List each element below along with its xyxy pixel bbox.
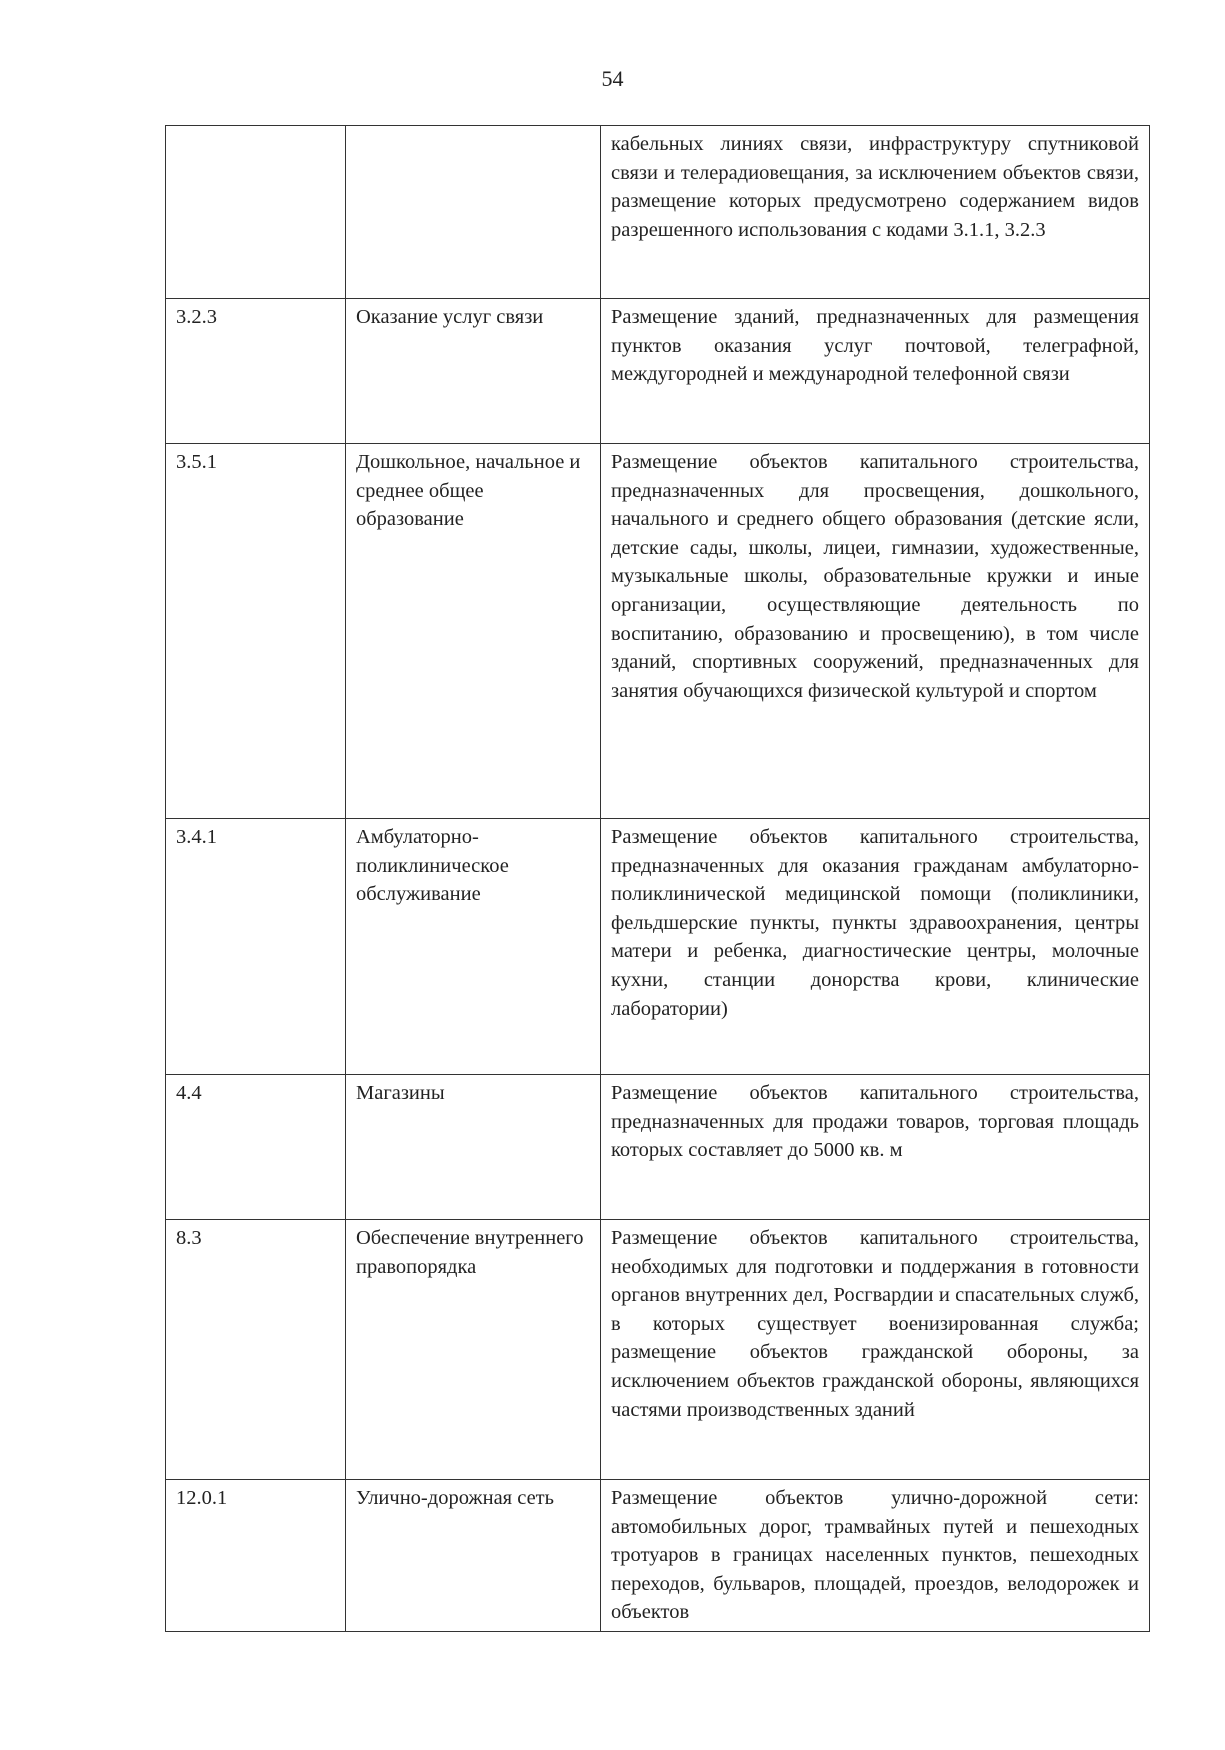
code-cell: 4.4 <box>166 1075 346 1220</box>
name-cell: Обеспечение внутреннего правопорядка <box>346 1220 601 1480</box>
description-cell: кабельных линиях связи, инфраструктуру спутниковой связи и телерадиовещания, за исключением объектов связи, размещение которых предусмотрено содержанием видов разрешенного использования с кодами 3.1.1, 3.2.3 <box>601 126 1150 299</box>
name-cell: Дошкольное, начальное и среднее общее образование <box>346 444 601 819</box>
table-row <box>166 126 1150 299</box>
page-number: 54 <box>601 66 624 91</box>
table-row <box>166 1220 1150 1480</box>
description-cell: Размещение зданий, предназначенных для размещения пунктов оказания услуг почтовой, телеграфной, междугородней и международной телефонной связи <box>601 299 1150 444</box>
code-cell: 12.0.1 <box>166 1480 346 1632</box>
land-use-table <box>165 125 1150 1632</box>
description-cell: Размещение объектов капитального строительства, предназначенных для продажи товаров, торговая площадь которых составляет до 5000 кв. м <box>601 1075 1150 1220</box>
name-cell: Магазины <box>346 1075 601 1220</box>
code-cell: 3.2.3 <box>166 299 346 444</box>
description-cell: Размещение объектов капитального строительства, предназначенных для оказания гражданам амбулаторно-поликлинической медицинской помощи (поликлиники, фельдшерские пункты, пункты здравоохранения, центры матери и ребенка, диагностические центры, молочные кухни, станции донорства крови, клинические лаборатории) <box>601 819 1150 1075</box>
table-row <box>166 1480 1150 1632</box>
name-cell <box>346 126 601 299</box>
description-cell: Размещение объектов капитального строительства, предназначенных для просвещения, дошкольного, начального и среднего общего образования (детские ясли, детские сады, школы, лицеи, гимназии, художественные, музыкальные школы, образовательные кружки и иные организации, осуществляющие деятельность по воспитанию, образованию и просвещению), в том числе зданий, спортивных сооружений, предназначенных для занятия обучающихся физической культурой и спортом <box>601 444 1150 819</box>
description-cell: Размещение объектов улично-дорожной сети: автомобильных дорог, трамвайных путей и пешеходных тротуаров в границах населенных пунктов, пешеходных переходов, бульваров, площадей, проездов, велодорожек и объектов <box>601 1480 1150 1632</box>
table-row <box>166 299 1150 444</box>
code-cell: 3.4.1 <box>166 819 346 1075</box>
name-cell: Оказание услуг связи <box>346 299 601 444</box>
name-cell: Амбулаторно-поликлиническое обслуживание <box>346 819 601 1075</box>
code-cell: 3.5.1 <box>166 444 346 819</box>
description-cell: Размещение объектов капитального строительства, необходимых для подготовки и поддержания в готовности органов внутренних дел, Росгвардии и спасательных служб, в которых существует военизированная служба; размещение объектов гражданской обороны, за исключением объектов гражданской обороны, являющихся частями производственных зданий <box>601 1220 1150 1480</box>
code-cell <box>166 126 346 299</box>
name-cell: Улично-дорожная сеть <box>346 1480 601 1632</box>
table-row <box>166 1075 1150 1220</box>
table-row <box>166 819 1150 1075</box>
table-row <box>166 444 1150 819</box>
code-cell: 8.3 <box>166 1220 346 1480</box>
